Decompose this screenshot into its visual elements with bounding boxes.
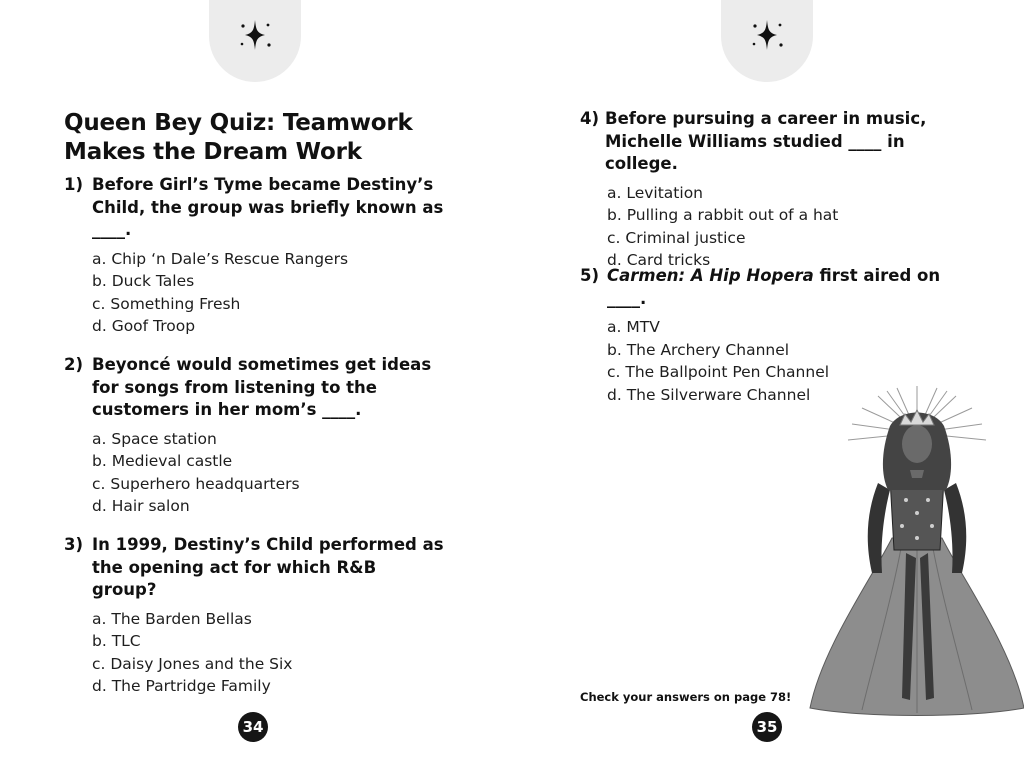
answer-option: c. The Ballpoint Pen Channel (607, 363, 830, 381)
question-text-rest: first aired on ____. (607, 266, 941, 308)
title-line-1: Queen Bey Quiz: Teamwork (64, 110, 413, 136)
answer-option: a. The Barden Bellas (92, 609, 252, 628)
answer-option: c. Superhero headquarters (92, 474, 300, 493)
page-number: 35 (752, 712, 782, 742)
question-text: Beyoncé would sometimes get ideas for songs from listening to the customers in her mom’s ____. (92, 355, 432, 419)
question-text: In 1999, Destiny’s Child performed as the opening act for which R&B group? (92, 535, 444, 599)
page-number: 34 (238, 712, 268, 742)
question-1 (64, 174, 444, 338)
question-number: 3) (64, 535, 84, 554)
answer-option: d. Card tricks (607, 251, 711, 269)
answer-option: d. Hair salon (92, 497, 190, 515)
question-4 (580, 108, 960, 272)
answer-options (607, 182, 960, 272)
answer-key-note: Check your answers on page 78! (580, 690, 792, 704)
answer-option: c. Something Fresh (92, 294, 241, 313)
answer-option: b. Duck Tales (92, 272, 195, 290)
answer-option: b. Medieval castle (92, 452, 233, 470)
answer-option: a. Chip ‘n Dale’s Rescue Rangers (92, 249, 349, 268)
answer-option: b. Pulling a rabbit out of a hat (607, 206, 839, 224)
question-text: Before pursuing a career in music, Michelle Williams studied ____ in college. (605, 109, 927, 173)
answer-options (92, 248, 444, 338)
question-3 (64, 534, 444, 698)
answer-option: d. The Silverware Channel (607, 385, 811, 404)
question-number: 4) (580, 109, 600, 128)
answer-option: d. Goof Troop (92, 317, 196, 335)
question-number: 1) (64, 175, 84, 194)
answer-option: b. The Archery Channel (607, 340, 790, 359)
question-2 (64, 354, 444, 518)
page-title (64, 109, 413, 167)
sparkle-icon (747, 16, 787, 56)
answer-option: a. Space station (92, 429, 217, 448)
answer-option: d. The Partridge Family (92, 677, 271, 695)
question-text: Before Girl’s Tyme became Destiny’s Child, the group was briefly known as ____. (92, 175, 444, 239)
answer-option: b. TLC (92, 632, 141, 650)
question-number: 5) (580, 266, 600, 285)
answer-option: a. MTV (607, 318, 660, 336)
question-number: 2) (64, 355, 84, 374)
right-page (512, 0, 1024, 768)
answer-option: c. Criminal justice (607, 228, 746, 247)
sparkle-icon (235, 16, 275, 56)
answer-option: c. Daisy Jones and the Six (92, 654, 293, 673)
answer-options (92, 608, 444, 698)
answer-options (92, 428, 444, 518)
question-text (607, 265, 980, 310)
page-tab (721, 0, 813, 82)
title-line-2: Makes the Dream Work (64, 139, 362, 165)
page-tab (209, 0, 301, 82)
answer-option: a. Levitation (607, 183, 703, 202)
woman-in-gown-with-halo-crown-illustration (802, 378, 1024, 728)
show-title: Carmen: A Hip Hopera (607, 266, 814, 285)
